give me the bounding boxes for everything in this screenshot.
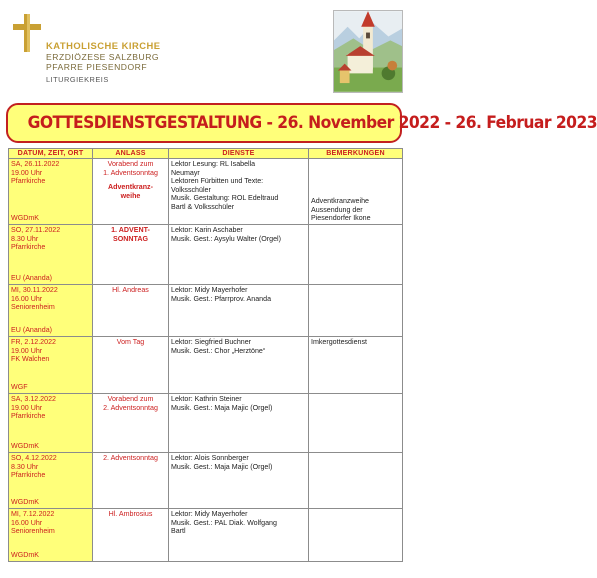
occasion-highlight: Adventkranz-: [108, 183, 153, 192]
occasion-line: Hl. Andreas: [112, 286, 149, 294]
cross-logo-icon: [13, 14, 41, 52]
group-text: EU (Ananda): [11, 274, 53, 283]
group-text: WGDmK: [11, 498, 39, 507]
service-line: Lektor: Siegfried Buchner: [171, 338, 252, 346]
schedule-table: [8, 148, 403, 562]
occasion-line: Vorabend zum: [107, 160, 154, 168]
service-line: Lektor Lesung: RL Isabella: [171, 160, 256, 168]
column-header-services: DIENSTE: [169, 149, 309, 159]
service-line: Lektor: Midy Mayerhofer: [171, 510, 248, 518]
remarks-cell: [309, 337, 403, 394]
place-text: FK Walchen: [11, 355, 50, 364]
occasion-cell: [93, 159, 169, 225]
place-text: Pfarrkirche: [11, 412, 46, 421]
service-line: Musik. Gest.: Chor „Herztöne“: [171, 346, 266, 355]
occasion-line: Hl. Ambrosius: [108, 510, 153, 518]
service-line: Bartl: [171, 527, 186, 536]
place-text: Pfarrkirche: [11, 243, 46, 252]
occasion-cell: [93, 453, 169, 509]
date-cell: [9, 225, 93, 285]
occasion-line: Vorabend zum: [107, 395, 154, 403]
column-header-occasion: ANLASS: [93, 149, 169, 159]
time-text: 19.00 Uhr: [11, 346, 43, 355]
service-line: Musik. Gest.: Maja Majic (Orgel): [171, 462, 273, 471]
date-cell: [9, 285, 93, 337]
date-cell: [9, 159, 93, 225]
group-text: WGF: [11, 383, 28, 392]
remarks-cell: [309, 509, 403, 562]
group-text: EU (Ananda): [11, 326, 53, 335]
remarks-cell: [309, 453, 403, 509]
services-cell: [169, 509, 309, 562]
group-text: WGDmK: [11, 551, 39, 560]
group-text: WGDmK: [11, 214, 39, 223]
services-cell: [169, 159, 309, 225]
org-line-2: ERZDIÖZESE SALZBURG: [46, 51, 160, 62]
time-text: 19.00 Uhr: [11, 168, 43, 177]
occasion-cell: [93, 509, 169, 562]
services-cell: [169, 337, 309, 394]
department-name: LITURGIEKREIS: [46, 74, 109, 84]
date-text: SA, 3.12.2022: [11, 395, 56, 403]
service-line: Lektor: Midy Mayerhofer: [171, 286, 248, 294]
remark-line: Piesendorfer Ikone: [311, 214, 371, 223]
service-line: Musik. Gest.: Maja Majic (Orgel): [171, 403, 273, 412]
time-text: 8.30 Uhr: [11, 234, 39, 243]
service-line: Lektor: Karin Aschaber: [171, 226, 243, 234]
service-line: Musik. Gest.: Aysylu Walter (Orgel): [171, 234, 281, 243]
services-cell: [169, 394, 309, 453]
occasion-highlight: 1. ADVENT-: [111, 226, 150, 234]
place-text: Pfarrkirche: [11, 471, 46, 480]
service-line: Musik. Gestaltung: ROL Edeltraud: [171, 194, 279, 203]
table-row: [9, 394, 403, 453]
place-text: Pfarrkirche: [11, 177, 46, 186]
table-row: [9, 509, 403, 562]
service-line: Lektoren Fürbitten und Texte:: [171, 177, 264, 186]
table-header-row: [9, 149, 403, 159]
time-text: 16.00 Uhr: [11, 294, 43, 303]
service-line: Lektor: Alois Sonnberger: [171, 454, 249, 462]
remarks-cell: [309, 394, 403, 453]
date-cell: [9, 337, 93, 394]
date-cell: [9, 453, 93, 509]
occasion-highlight: SONNTAG: [113, 234, 148, 243]
date-cell: [9, 394, 93, 453]
occasion-line: 2. Adventsonntag: [103, 403, 158, 412]
place-text: Seniorenheim: [11, 527, 55, 536]
occasion-line: 1. Adventsonntag: [103, 168, 158, 177]
date-text: MI, 7.12.2022: [11, 510, 55, 518]
organization-name: [46, 41, 161, 85]
services-cell: [169, 453, 309, 509]
date-text: SO, 4.12.2022: [11, 454, 57, 462]
occasion-cell: [93, 394, 169, 453]
date-text: SA, 26.11.2022: [11, 160, 60, 168]
table-row: [9, 285, 403, 337]
remarks-cell: [309, 159, 403, 225]
time-text: 19.00 Uhr: [11, 403, 43, 412]
occasion-cell: [93, 285, 169, 337]
table-row: [9, 337, 403, 394]
service-line: Musik. Gest.: Pfarrprov. Ananda: [171, 294, 272, 303]
services-cell: [169, 225, 309, 285]
time-text: 8.30 Uhr: [11, 462, 39, 471]
remark-line: Adventkranzweihe: [311, 197, 369, 206]
service-line: Volksschüler: [171, 185, 211, 194]
table-row: [9, 159, 403, 225]
remark-line: Aussendung der: [311, 205, 363, 214]
page-header: [0, 0, 408, 100]
table-row: [9, 453, 403, 509]
date-text: SO, 27.11.2022: [11, 226, 61, 234]
occasion-cell: [93, 337, 169, 394]
org-line-1: KATHOLISCHE KIRCHE: [46, 40, 161, 51]
title-banner: [6, 103, 597, 143]
church-painting-image: [333, 10, 403, 93]
column-header-date: DATUM, ZEIT, ORT: [9, 149, 93, 159]
remark-line: Imkergottesdienst: [311, 338, 367, 346]
service-line: Neumayr: [171, 168, 200, 177]
occasion-line: 2. Adventsonntag: [103, 454, 158, 462]
date-text: FR, 2.12.2022: [11, 338, 56, 346]
table-row: [9, 225, 403, 285]
occasion-cell: [93, 225, 169, 285]
group-text: WGDmK: [11, 442, 39, 451]
occasion-line: Vom Tag: [116, 338, 145, 346]
remarks-cell: [309, 285, 403, 337]
date-text: MI, 30.11.2022: [11, 286, 58, 294]
service-line: Musik. Gest.: PAL Diak. Wolfgang: [171, 518, 277, 527]
org-line-3: PFARRE PIESENDORF: [46, 62, 148, 73]
service-line: Bartl & Volksschüler: [171, 202, 235, 211]
remarks-cell: [309, 225, 403, 285]
banner-title: GOTTESDIENSTGESTALTUNG - 26. November 2022 - 26. Februar 2023: [27, 113, 597, 133]
date-cell: [9, 509, 93, 562]
time-text: 16.00 Uhr: [11, 518, 43, 527]
services-cell: [169, 285, 309, 337]
column-header-remarks: BEMERKUNGEN: [309, 149, 403, 159]
occasion-highlight: weihe: [120, 191, 141, 200]
place-text: Seniorenheim: [11, 303, 55, 312]
service-line: Lektor: Kathrin Steiner: [171, 395, 242, 403]
